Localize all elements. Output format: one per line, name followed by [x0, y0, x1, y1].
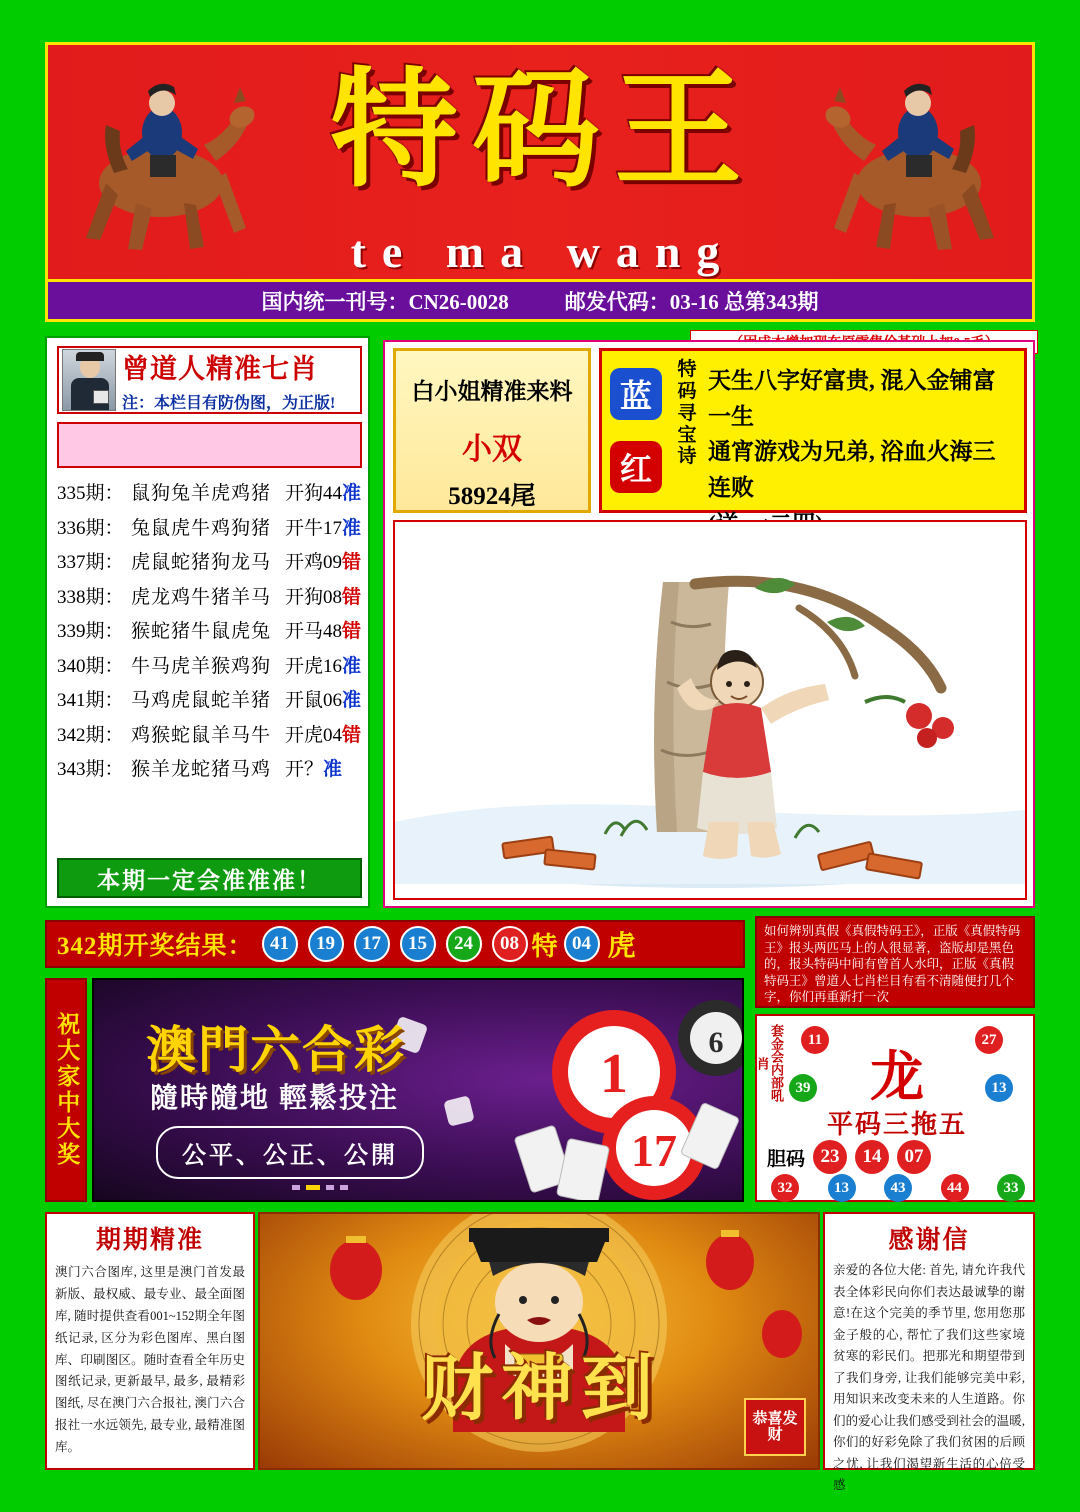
right-top-panel	[383, 340, 1035, 908]
masthead-pinyin: te ma wang	[350, 226, 736, 277]
record-issue: 335期：	[57, 483, 124, 504]
page-title: 特码王	[329, 56, 756, 205]
record-animals: 兔鼠虎牛鸡狗猪	[131, 517, 272, 539]
caishen-headline: 财神到	[420, 1349, 661, 1429]
ad-carousel-dots[interactable]	[292, 1185, 348, 1190]
record-row	[57, 616, 365, 643]
record-row	[57, 547, 365, 574]
postal-code: 邮发代码：03-16 总第343期	[564, 289, 819, 314]
blank-pink-box	[57, 422, 362, 468]
record-issue: 342期：	[57, 724, 124, 746]
record-row	[57, 651, 365, 678]
record-result: 错	[342, 724, 362, 746]
result-ball: 19	[308, 926, 344, 962]
record-row	[57, 478, 365, 505]
record-open: 开牛17	[285, 517, 343, 539]
record-animals: 猴羊龙蛇猪马鸡	[131, 759, 272, 780]
red-label: 红	[610, 441, 662, 493]
cartoon-illustration	[393, 520, 1027, 900]
tail-row	[771, 1174, 1025, 1202]
zengdaoren-panel	[45, 336, 370, 908]
record-result: 准	[342, 517, 362, 539]
record-issue: 339期：	[57, 621, 124, 642]
result-ball: 41	[262, 926, 298, 962]
record-issue: 340期：	[57, 655, 124, 677]
lucky-side-label: 套金会内部吼肖	[754, 1024, 784, 1102]
zengdaoren-title: 曾道人精准七肖	[122, 354, 318, 384]
record-open: 开？	[285, 759, 324, 780]
poem-box	[599, 348, 1027, 513]
zengdaoren-note: 注：本栏目有防伪图，为正版!	[122, 395, 336, 412]
svg-text:6: 6	[708, 1026, 724, 1059]
draw-result-balls	[262, 926, 528, 962]
special-label: 特	[531, 931, 558, 961]
record-open: 开马48	[285, 621, 343, 642]
tail-ball: 32	[771, 1174, 799, 1202]
record-row	[57, 685, 365, 712]
poem-color-balls	[602, 351, 670, 510]
corner-ball: 39	[789, 1074, 817, 1102]
record-issue: 336期：	[57, 517, 124, 539]
ad-title: 澳門六合彩	[146, 1022, 406, 1078]
record-result: 错	[342, 586, 362, 608]
record-issue: 338期：	[57, 586, 124, 608]
tail-ball: 33	[997, 1174, 1025, 1202]
poem-label: 特码寻宝诗	[677, 359, 697, 468]
record-result: 错	[342, 621, 362, 642]
record-animals: 虎鼠蛇猪狗龙马	[131, 552, 272, 573]
svg-text:17: 17	[631, 1125, 677, 1176]
lucky-title: 平码三拖五	[826, 1110, 967, 1139]
danma-ball: 14	[855, 1140, 889, 1174]
thank-you-title: 感谢信	[888, 1227, 970, 1254]
record-open: 开鼠06	[285, 690, 343, 711]
record-animals: 虎龙鸡牛猪羊马	[131, 586, 272, 608]
record-result: 准	[342, 690, 362, 711]
record-animals: 鼠狗兔羊虎鸡猪	[131, 483, 272, 504]
zengdaoren-header	[57, 346, 362, 414]
periodic-accuracy-text: 澳门六合图库, 这里是澳门首发最新版、最权威、最专业、最全面图库, 随时提供查看001~152期全年图纸记录, 区分为彩色图库、黑白图库、印刷图区。随时查看全年历史图纸记录, 更新最早, 最多, 最精彩图纸, 尽在澳门六合报社, 澳门六合报社一水远领先, 最专业, 最精准图库。	[55, 1265, 245, 1454]
danma-ball: 23	[813, 1140, 847, 1174]
result-ball: 24	[446, 926, 482, 962]
record-row	[57, 720, 365, 747]
corner-ball: 13	[985, 1074, 1013, 1102]
left-footer-banner: 本期一定会准准准！	[57, 858, 362, 898]
tail-ball: 43	[884, 1174, 912, 1202]
danma-label: 胆码	[767, 1148, 806, 1170]
record-open: 开虎04	[285, 724, 343, 746]
record-row	[57, 754, 365, 781]
caishen-illustration	[258, 1212, 820, 1470]
record-row	[57, 582, 365, 609]
record-animals: 牛马虎羊猴鸡狗	[131, 655, 272, 677]
caishen-stamp: 恭喜发财	[744, 1398, 806, 1456]
xiaomei-box	[393, 348, 591, 513]
record-result: 准	[342, 655, 362, 677]
xiaomei-title: 白小姐精准来料	[411, 379, 573, 404]
result-ball: 15	[400, 926, 436, 962]
tail-ball: 44	[941, 1174, 969, 1202]
wish-banner: 祝大家中大奖	[45, 978, 87, 1202]
danma-row	[767, 1140, 1029, 1174]
record-issue: 343期：	[57, 759, 124, 780]
corner-ball: 11	[801, 1026, 829, 1054]
thank-you-text: 亲爱的各位大佬: 首先, 请允许我代表全体彩民向你们表达最诚挚的谢意!在这个完美的季节里, 您用您那金子般的心, 帮忙了我们这些家境贫寒的彩民们。把那光和期望带到了我们身旁, 让我们能够完美中彩, 用知识来改变未来的人生道路。你们的爱心让我们感受到社会的温暖, 你们的好彩免除了我们贫困的后顾之忧, 让我们渴望新生活的心倍受感	[833, 1263, 1025, 1492]
record-open: 开鸡09	[285, 552, 343, 573]
periodic-accuracy-title: 期期精准	[95, 1227, 204, 1254]
record-animals: 猴蛇猪牛鼠虎兔	[131, 621, 272, 642]
masthead	[45, 42, 1035, 282]
record-issue: 337期：	[57, 552, 124, 573]
thank-you-letter-panel	[823, 1212, 1035, 1492]
corner-ball: 27	[975, 1026, 1003, 1054]
record-issue: 341期：	[57, 690, 124, 711]
poem-line-2: 通宵游戏为兄弟, 浴血火海三连败	[708, 439, 996, 500]
record-animals: 鸡猴蛇鼠羊马牛	[131, 724, 272, 746]
issue-bar	[45, 282, 1035, 322]
records-list	[57, 478, 365, 789]
poem-line-1: 天生八字好富贵, 混入金铺富一生	[708, 368, 996, 429]
svg-text:1: 1	[600, 1043, 628, 1105]
tail-ball: 13	[828, 1174, 856, 1202]
record-result: 准	[342, 483, 362, 504]
draw-result-label: 342期开奖结果：	[57, 933, 254, 960]
record-open: 开狗44	[285, 483, 343, 504]
anti-counterfeit-notice: 如何辨别真假《真假特码王》，正版《真假特码王》报头两匹马上的人很显著，盗版却是黑色的，报头特码中间有曾首人水印，正版《真假特码王》曾道人七肖栏目有看不清随便打几个字，你们再重新打一次	[755, 916, 1035, 1008]
poem-lines	[704, 351, 1024, 510]
special-zodiac: 虎	[607, 931, 636, 962]
result-ball: 08	[492, 926, 528, 962]
draw-result-bar	[45, 920, 745, 968]
record-result: 错	[342, 552, 362, 573]
ad-pill-label: 公平、公正、公開	[156, 1126, 424, 1179]
lucky-zodiac: 龙	[870, 1047, 924, 1107]
record-row	[57, 513, 365, 540]
result-ball: 17	[354, 926, 390, 962]
record-animals: 马鸡虎鼠蛇羊猪	[131, 690, 272, 711]
zengdaoren-portrait-icon	[62, 349, 116, 411]
special-ball: 04	[564, 926, 600, 962]
cn-number: 国内统一刊号：CN26-0028	[261, 289, 509, 314]
record-result: 准	[323, 759, 343, 780]
lottery-ad-banner[interactable]	[92, 978, 744, 1202]
blue-label: 蓝	[610, 368, 662, 420]
xiaomei-line2: 58924尾	[448, 483, 536, 510]
periodic-accuracy-panel	[45, 1212, 255, 1470]
lucky-numbers-panel	[755, 1014, 1035, 1202]
ad-subtitle: 隨時隨地 輕鬆投注	[150, 1083, 400, 1114]
danma-ball: 07	[897, 1140, 931, 1174]
record-open: 开虎16	[285, 655, 343, 677]
xiaomei-line1: 小双	[462, 433, 522, 466]
record-open: 开狗08	[285, 586, 343, 608]
